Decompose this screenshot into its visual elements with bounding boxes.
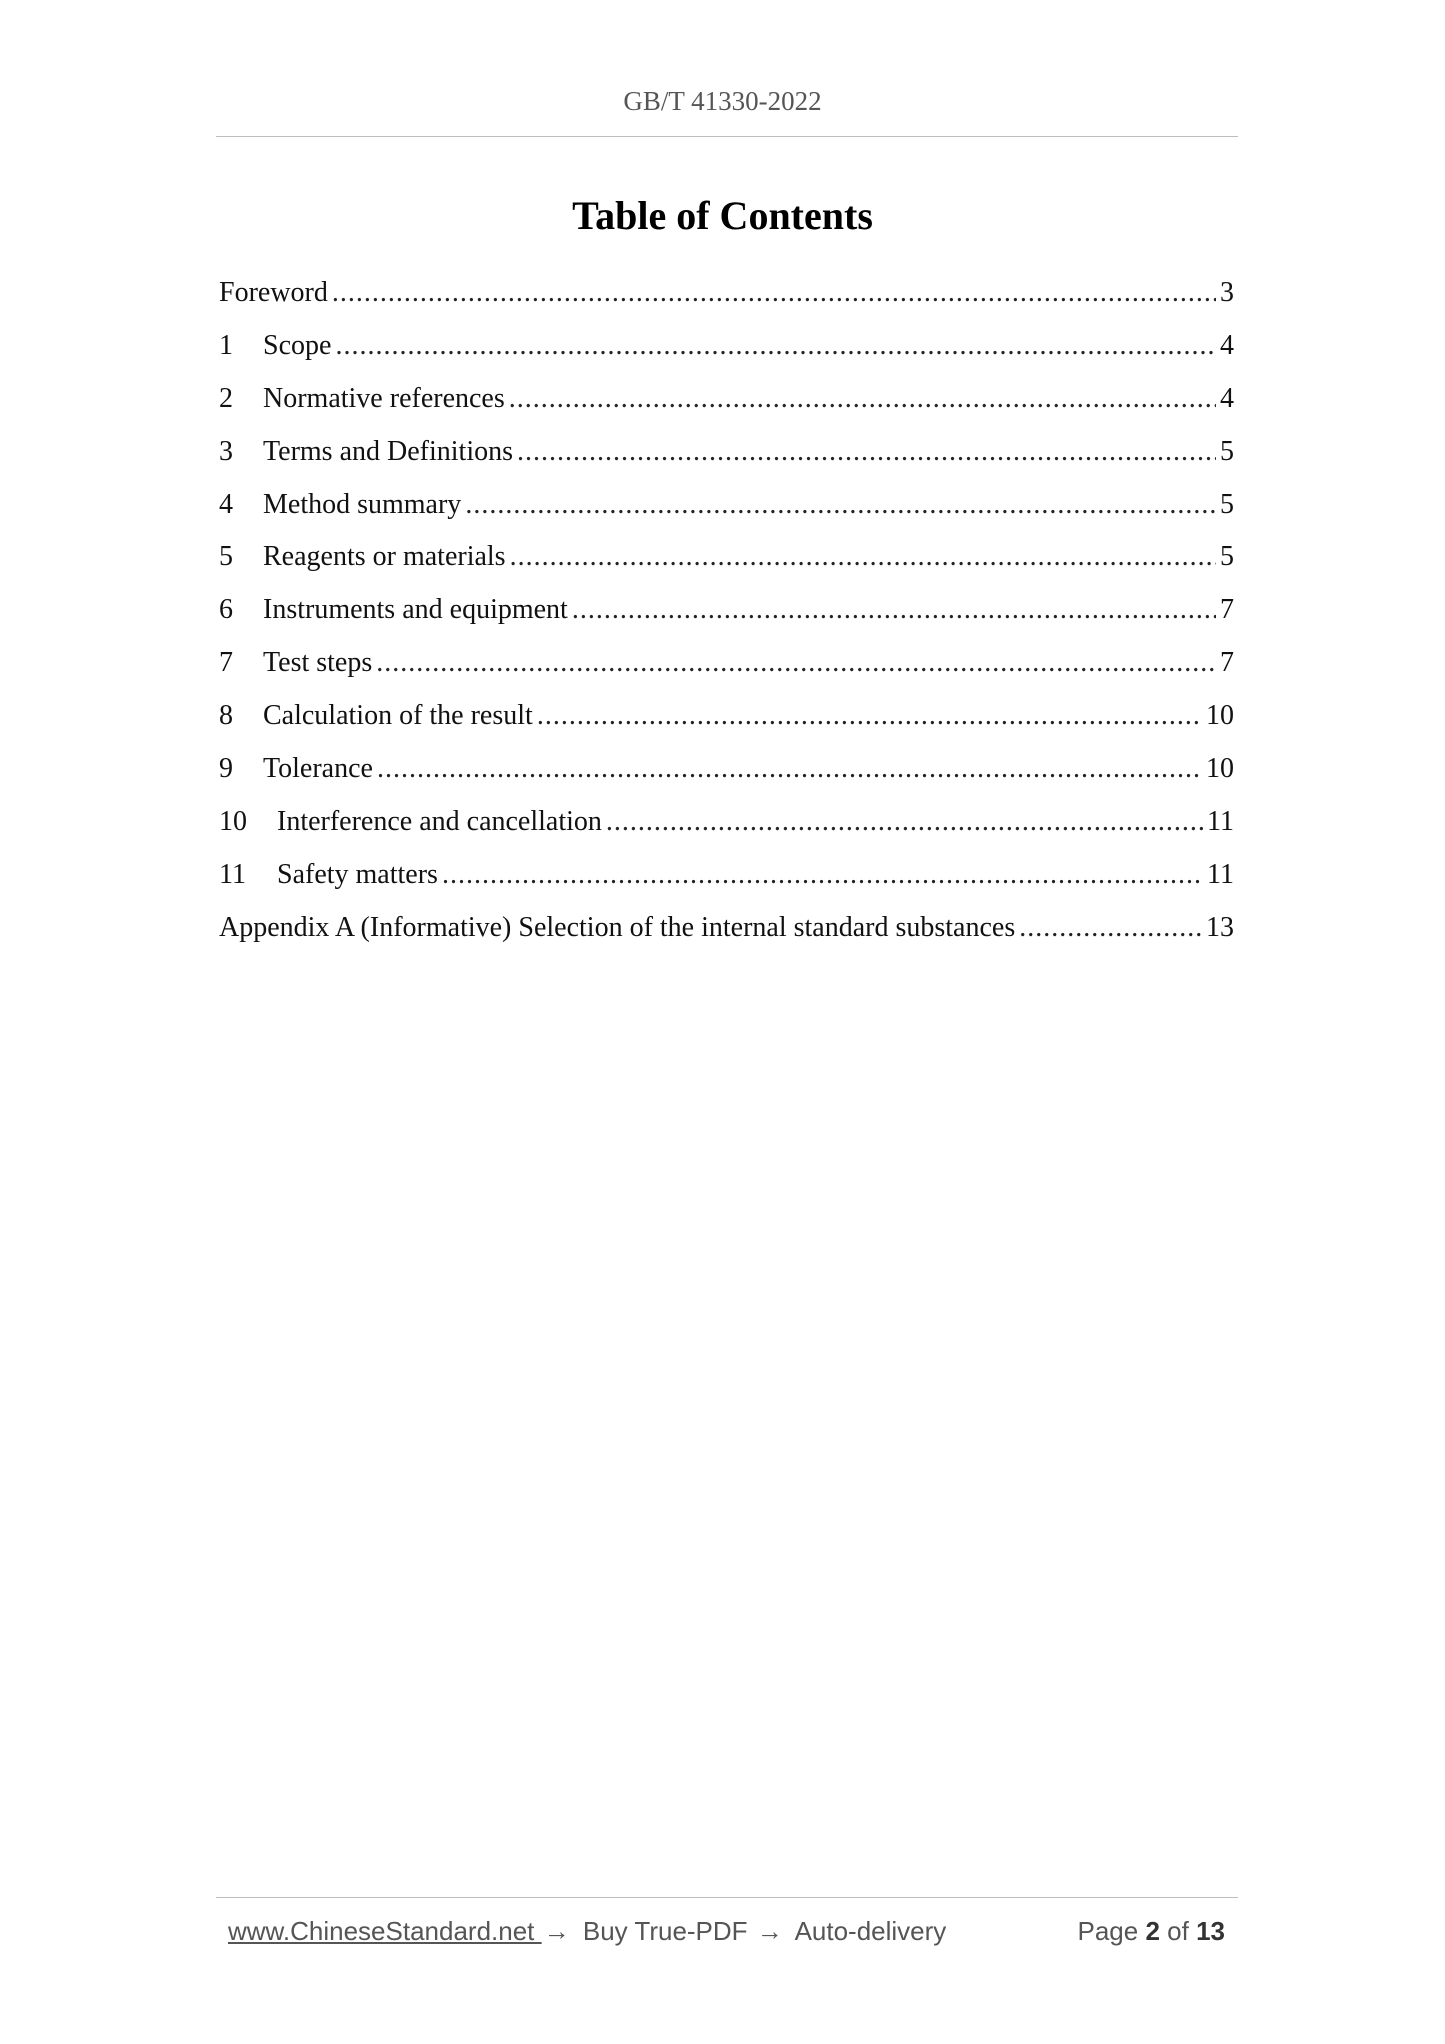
toc-entry-label: Foreword xyxy=(219,277,328,308)
toc-entry-page: 3 xyxy=(1220,277,1234,308)
toc-entry-number: 2 xyxy=(219,382,233,414)
toc-entry-tolerance[interactable] xyxy=(219,743,1234,796)
right-arrow-icon: → xyxy=(543,1916,570,1946)
toc-entry-reagents-or-materials[interactable] xyxy=(219,531,1234,584)
toc-entry-number: 11 xyxy=(219,858,246,890)
page-current-number: 2 xyxy=(1145,1916,1160,1946)
toc-entry-label: Safety matters xyxy=(277,858,438,890)
header-divider xyxy=(216,136,1238,137)
toc-entry-calculation-of-the-result[interactable] xyxy=(219,690,1234,743)
toc-entry-label: Reagents or materials xyxy=(263,541,506,573)
toc-list xyxy=(219,267,1234,955)
toc-entry-appendix-a[interactable] xyxy=(219,902,1234,955)
auto-delivery-text: Auto-delivery xyxy=(788,1916,947,1946)
toc-entry-page: 11 xyxy=(1207,805,1234,837)
toc-entry-page: 7 xyxy=(1220,647,1234,679)
toc-title: Table of Contents xyxy=(572,193,873,238)
toc-entry-label: Scope xyxy=(263,329,332,361)
toc-dot-leader xyxy=(1019,902,1202,955)
toc-entry-number: 4 xyxy=(219,488,233,520)
toc-entry-scope[interactable] xyxy=(219,320,1234,373)
toc-entry-page: 11 xyxy=(1207,858,1234,890)
toc-entry-label: Normative references xyxy=(263,382,505,414)
page-indicator xyxy=(1077,1916,1225,1947)
toc-entry-number: 3 xyxy=(219,435,233,467)
toc-entry-test-steps[interactable] xyxy=(219,637,1234,690)
toc-dot-leader xyxy=(537,690,1202,743)
toc-entry-label: Test steps xyxy=(263,647,373,679)
toc-entry-label: Appendix A (Informative) Selection of the internal standard substances xyxy=(219,911,1016,943)
toc-entry-label: Tolerance xyxy=(263,753,373,785)
toc-entry-number: 8 xyxy=(219,700,233,732)
page-of-label: of xyxy=(1167,1916,1189,1946)
toc-entry-page: 5 xyxy=(1220,488,1234,520)
toc-entry-number: 1 xyxy=(219,329,233,361)
buy-true-pdf-text: Buy True-PDF xyxy=(575,1916,755,1946)
toc-entry-method-summary[interactable] xyxy=(219,479,1234,532)
toc-entry-number: 10 xyxy=(219,805,247,837)
toc-entry-label: Instruments and equipment xyxy=(263,594,568,626)
website-link[interactable]: www.ChineseStandard.net xyxy=(228,1916,542,1946)
toc-dot-leader xyxy=(442,849,1203,902)
toc-entry-page: 4 xyxy=(1220,329,1234,361)
toc-entry-number: 6 xyxy=(219,594,233,626)
page-footer xyxy=(228,1916,1228,1956)
toc-dot-leader xyxy=(376,637,1216,690)
toc-dot-leader xyxy=(377,743,1202,796)
toc-dot-leader xyxy=(510,531,1216,584)
toc-entry-safety-matters[interactable] xyxy=(219,849,1234,902)
toc-entry-page: 5 xyxy=(1220,435,1234,467)
toc-entry-interference-and-cancellation[interactable] xyxy=(219,796,1234,849)
footer-divider xyxy=(216,1897,1238,1898)
toc-dot-leader xyxy=(509,373,1216,426)
toc-entry-instruments-and-equipment[interactable] xyxy=(219,584,1234,637)
footer-promo xyxy=(228,1916,946,1947)
toc-dot-leader xyxy=(517,426,1216,479)
page-label: Page xyxy=(1077,1916,1139,1946)
toc-entry-page: 13 xyxy=(1206,911,1234,943)
toc-dot-leader xyxy=(332,267,1216,320)
toc-entry-label: Calculation of the result xyxy=(263,700,533,732)
toc-entry-page: 4 xyxy=(1220,382,1234,414)
page-total-number: 13 xyxy=(1196,1916,1225,1946)
toc-entry-number: 9 xyxy=(219,753,233,785)
toc-entry-normative-references[interactable] xyxy=(219,373,1234,426)
toc-entry-label: Interference and cancellation xyxy=(277,805,602,837)
toc-entry-foreword[interactable] xyxy=(219,267,1234,320)
toc-entry-number: 7 xyxy=(219,647,233,679)
toc-dot-leader xyxy=(465,479,1216,532)
toc-dot-leader xyxy=(335,320,1216,373)
toc-entry-page: 5 xyxy=(1220,541,1234,573)
toc-dot-leader xyxy=(572,584,1216,637)
toc-entry-label: Method summary xyxy=(263,488,462,520)
toc-entry-label: Terms and Definitions xyxy=(263,435,513,467)
toc-entry-page: 7 xyxy=(1220,594,1234,626)
toc-dot-leader xyxy=(606,796,1203,849)
right-arrow-icon: → xyxy=(756,1916,783,1946)
toc-entry-page: 10 xyxy=(1206,753,1234,785)
toc-entry-page: 10 xyxy=(1206,700,1234,732)
document-code-header: GB/T 41330-2022 xyxy=(623,86,822,116)
toc-entry-number: 5 xyxy=(219,541,233,573)
toc-entry-terms-and-definitions[interactable] xyxy=(219,426,1234,479)
